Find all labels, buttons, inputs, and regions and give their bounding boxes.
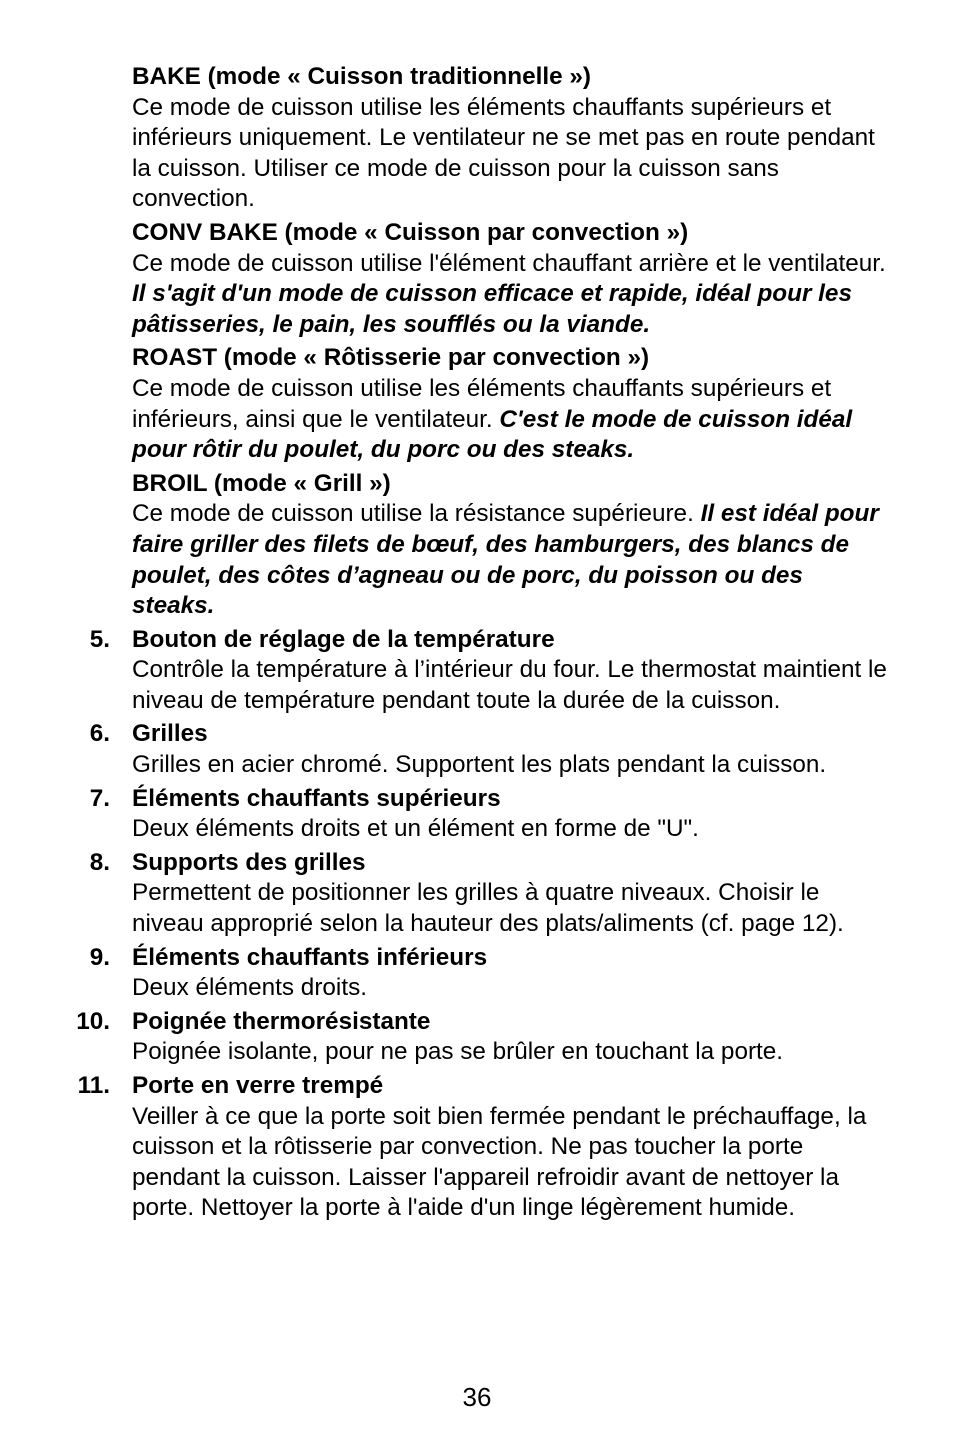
list-item-7 xyxy=(89,784,892,845)
mode-roast xyxy=(132,343,892,465)
list-item-5 xyxy=(89,625,892,717)
item-description: Deux éléments droits. xyxy=(132,974,367,1002)
mode-description: Ce mode de cuisson utilise l'élément chauffant arrière et le ventilateur. Il s'agit d'un mode de cuisson efficace et rapide, idéal pour les pâtisseries, le pain, les soufflés ou la viande. xyxy=(132,249,886,338)
mode-title: BAKE (mode « Cuisson traditionnelle ») xyxy=(132,63,591,90)
mode-title: BROIL (mode « Grill ») xyxy=(132,469,391,497)
mode-description: Ce mode de cuisson utilise les éléments chauffants supérieurs et inférieurs uniquement. Le ventilateur ne se met pas en route pendant la cuisson. Utiliser ce mode de cuisson pour la cuisson sans convection. xyxy=(132,93,875,213)
item-number: 7. xyxy=(89,784,110,812)
list-item-6 xyxy=(89,719,892,780)
list-item-8 xyxy=(89,848,892,940)
mode-highlight: C'est le mode de cuisson idéal pour rôtir du poulet, du porc ou des steaks. xyxy=(132,405,853,464)
item-title: Grilles xyxy=(132,720,208,748)
item-number: 9. xyxy=(89,943,110,971)
mode-bake xyxy=(132,62,892,215)
page-number: 36 xyxy=(462,1382,492,1412)
item-number: 5. xyxy=(89,625,110,653)
item-title: Éléments chauffants inférieurs xyxy=(132,943,488,971)
mode-broil xyxy=(132,469,892,622)
item-title: Porte en verre trempé xyxy=(132,1072,384,1099)
item-description: Permettent de positionner les grilles à quatre niveaux. Choisir le niveau approprié selon la hauteur des plats/aliments (cf. page 12). xyxy=(132,879,844,938)
item-title: Poignée thermorésistante xyxy=(132,1007,431,1035)
mode-conv-bake xyxy=(132,218,892,340)
item-title: Supports des grilles xyxy=(132,848,366,876)
item-description: Veiller à ce que la porte soit bien fermée pendant le préchauffage, la cuisson et la rôtisserie par convection. Ne pas toucher la porte pendant la cuisson. Laisser l'appareil refroidir avant de nettoyer la porte. Nettoyer la porte à l'aide d'un linge légèrement humide. xyxy=(132,1102,867,1222)
item-description: Contrôle la température à l’intérieur du four. Le thermostat maintient le niveau de température pendant toute la durée de la cuisson. xyxy=(132,656,887,714)
mode-description: Ce mode de cuisson utilise la résistance supérieure. Il est idéal pour faire griller des filets de bœuf, des hamburgers, des blancs de poulet, des côtes d’agneau ou de porc, du poisson ou des steaks. xyxy=(132,500,879,620)
item-description: Deux éléments droits et un élément en forme de "U". xyxy=(132,815,699,843)
mode-highlight: Il s'agit d'un mode de cuisson efficace et rapide, idéal pour les pâtisseries, le pain, les soufflés ou la viande. xyxy=(132,280,852,338)
item-title: Éléments chauffants supérieurs xyxy=(132,784,501,812)
list-item-11 xyxy=(77,1071,892,1224)
item-number: 6. xyxy=(89,720,110,748)
manual-page xyxy=(0,62,954,1227)
item-title: Bouton de réglage de la température xyxy=(132,625,555,653)
item-description: Grilles en acier chromé. Supportent les plats pendant la cuisson. xyxy=(132,751,827,779)
item-number: 11. xyxy=(77,1072,110,1099)
mode-title: CONV BAKE (mode « Cuisson par convection ») xyxy=(132,218,689,246)
item-number: 10. xyxy=(76,1007,110,1035)
list-item-9 xyxy=(89,943,892,1004)
item-description: Poignée isolante, pour ne pas se brûler en touchant la porte. xyxy=(132,1038,784,1066)
item-number: 8. xyxy=(89,848,110,876)
list-item-10 xyxy=(76,1007,892,1068)
mode-highlight: Il est idéal pour faire griller des filets de bœuf, des hamburgers, des blancs de poulet, des côtes d’agneau ou de porc, du poisson ou des steaks. xyxy=(132,500,879,620)
mode-title: ROAST (mode « Rôtisserie par convection ») xyxy=(132,344,650,372)
mode-description: Ce mode de cuisson utilise les éléments chauffants supérieurs et inférieurs, ainsi que le ventilateur. C'est le mode de cuisson idéal pour rôtir du poulet, du porc ou des steaks. xyxy=(132,374,853,464)
